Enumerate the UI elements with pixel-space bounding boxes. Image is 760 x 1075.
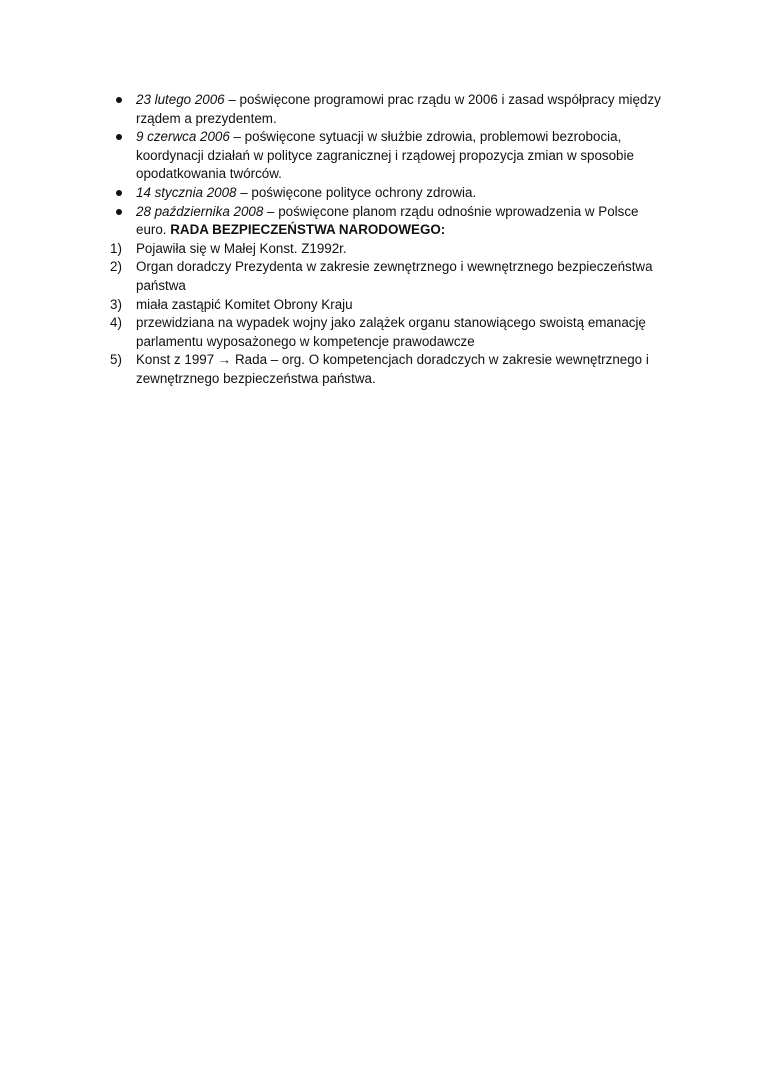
bullet-date: 23 lutego 2006 bbox=[136, 92, 225, 107]
item-number: 4) bbox=[110, 315, 122, 331]
item-text: Organ doradczy Prezydenta w zakresie zewnętrznego i wewnętrznego bezpieczeństwa państwa bbox=[136, 259, 653, 293]
bullet-text: – poświęcone polityce ochrony zdrowia. bbox=[236, 184, 477, 200]
numbered-item bbox=[110, 240, 670, 259]
item-text: miała zastąpić Komitet Obrony Kraju bbox=[136, 296, 353, 312]
numbered-item bbox=[110, 314, 670, 351]
bullet-item bbox=[110, 91, 670, 128]
bullet-item bbox=[110, 184, 670, 203]
item-number: 3) bbox=[110, 296, 122, 312]
bullet-text: – poświęcone sytuacji w służbie zdrowia, problemowi bezrobocia, koordynacji działań w polityce zagranicznej i rządowej propozycja zmian w sposobie opodatkowania twórców. bbox=[136, 129, 634, 182]
item-number: 5) bbox=[110, 352, 122, 368]
numbered-item bbox=[110, 351, 670, 388]
item-text: Pojawiła się w Małej Konst. Z1992r. bbox=[136, 240, 347, 256]
item-text: przewidziana na wypadek wojny jako zalążek organu stanowiącego swoistą emanację parlamentu wyposażonego w kompetencje prawodawcze bbox=[136, 315, 646, 349]
document-body bbox=[110, 91, 670, 389]
bullet-date: 9 czerwca 2006 bbox=[136, 129, 230, 145]
numbered-item bbox=[110, 258, 670, 295]
numbered-item bbox=[110, 296, 670, 315]
item-text: Konst z 1997 → Rada – org. O kompetencjach doradczych w zakresie wewnętrznego i zewnętrznego bezpieczeństwa państwa. bbox=[136, 352, 649, 386]
bullet-item bbox=[110, 128, 670, 184]
bullet-item bbox=[110, 203, 670, 240]
bullet-date: 14 stycznia 2008 bbox=[136, 184, 237, 200]
item-number: 1) bbox=[110, 240, 122, 256]
bullet-date: 28 października 2008 bbox=[136, 203, 264, 219]
bullet-text: – poświęcone planom rządu odnośnie wprowadzenia w Polsce euro. bbox=[136, 203, 639, 238]
item-number: 2) bbox=[110, 259, 122, 275]
section-heading: RADA BEZPIECZEŃSTWA NARODOWEGO: bbox=[170, 222, 446, 238]
bullet-text: – poświęcone programowi prac rządu w 2006 i zasad współpracy między rządem a prezydentem. bbox=[136, 92, 661, 126]
